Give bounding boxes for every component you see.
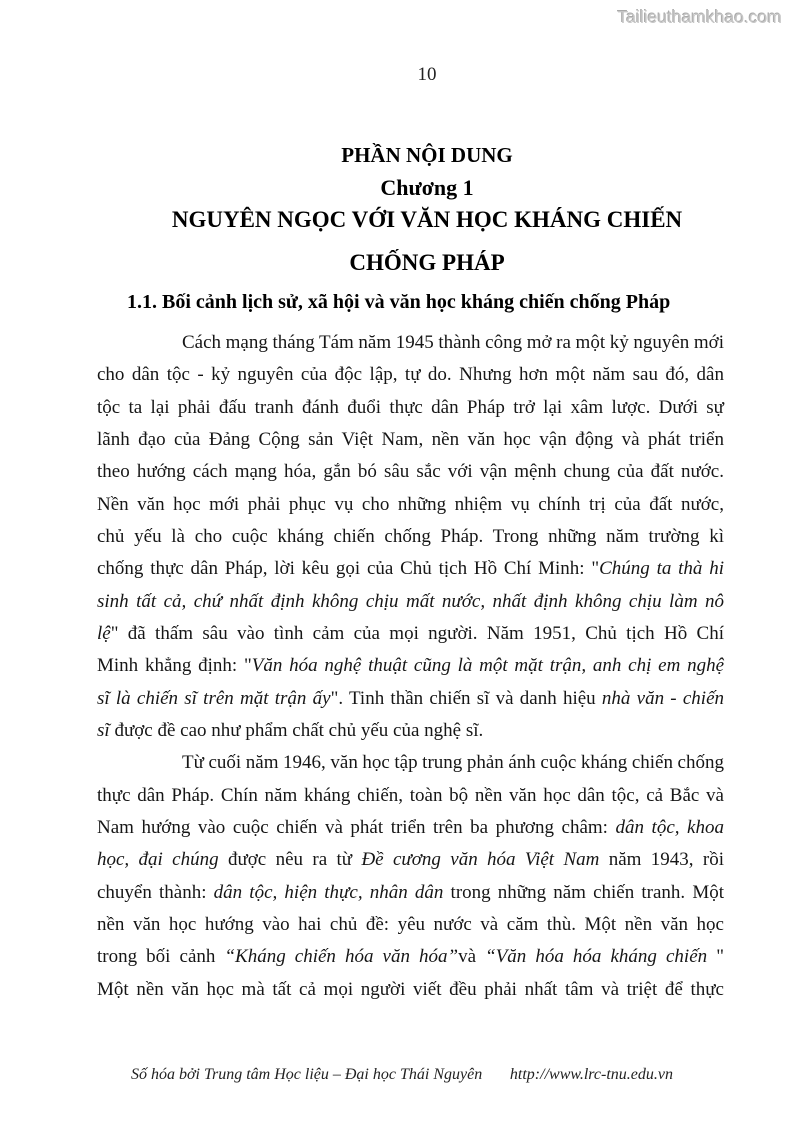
text-line: học, đại chúng được nêu ra từ Đề cương văn hóa Việt Nam năm 1943, rồi: [97, 849, 724, 871]
text-line: theo hướng cách mạng hóa, gắn bó sâu sắc với vận mệnh chung của đất nước.: [97, 461, 724, 483]
text-line: Cách mạng tháng Tám năm 1945 thành công mở ra một kỷ nguyên mới: [182, 332, 724, 353]
text-line: sinh tất cả, chứ nhất định không chịu mất nước, nhất định không chịu làm nô: [97, 590, 724, 612]
text-line: nền văn học hướng vào hai chủ đề: yêu nước và căm thù. Một nền văn học: [97, 913, 724, 935]
text-line: chống thực dân Pháp, lời kêu gọi của Chủ tịch Hồ Chí Minh: "Chúng ta thà hi: [97, 558, 725, 580]
text-line: Nam hướng vào cuộc chiến và phát triển trên ba phương châm: dân tộc, khoa: [97, 816, 724, 838]
text-line: chủ yếu là cho cuộc kháng chiến chống Pháp. Trong những năm trường kì: [97, 525, 724, 547]
text-line: sĩ được đề cao như phẩm chất chủ yếu của nghệ sĩ.: [97, 719, 484, 741]
text-line: cho dân tộc - kỷ nguyên của độc lập, tự do. Nhưng hơn một năm sau đó, dân: [97, 364, 724, 386]
chapter-title-line1: NGUYÊN NGỌC VỚI VĂN HỌC KHÁNG CHIẾN: [171, 207, 683, 232]
text-line: chuyển thành: dân tộc, hiện thực, nhân dân trong những năm chiến tranh. Một: [97, 881, 724, 903]
page-number: 10: [417, 64, 437, 85]
text-line: trong bối cảnh “Kháng chiến hóa văn hóa”và “Văn hóa hóa kháng chiến ": [97, 946, 724, 968]
body-text: [97, 327, 724, 1006]
chapter-title-line2: CHỐNG PHÁP: [349, 250, 505, 275]
text-line: Nền văn học mới phải phục vụ cho những nhiệm vụ chính trị của đất nước,: [97, 493, 724, 515]
text-line: Minh khẳng định: "Văn hóa nghệ thuật cũng là một mặt trận, anh chị em nghệ: [97, 655, 725, 677]
section-heading: 1.1. Bối cảnh lịch sử, xã hội và văn học kháng chiến chống Pháp: [127, 291, 671, 313]
text-line: lệ" đã thấm sâu vào tình cảm của mọi người. Năm 1951, Chủ tịch Hồ Chí: [97, 622, 724, 644]
chapter-heading: Chương 1: [380, 175, 474, 200]
part-heading: PHẦN NỘI DUNG: [341, 143, 513, 167]
footer-url: http://www.lrc-tnu.edu.vn: [509, 1066, 673, 1083]
footer-digitization-note: Số hóa bởi Trung tâm Học liệu – Đại học Thái Nguyên: [131, 1066, 483, 1083]
site-watermark: Tailieuthamkhao.com: [617, 7, 782, 27]
text-line: Một nền văn học mà tất cả mọi người viết đều phải nhất tâm và triệt để thực: [97, 978, 724, 1000]
text-line: lãnh đạo của Đảng Cộng sản Việt Nam, nền văn học vận động và phát triển: [97, 428, 724, 450]
text-line: tộc ta lại phải đấu tranh đánh đuổi thực dân Pháp trở lại xâm lược. Dưới sự: [97, 396, 724, 418]
text-line: thực dân Pháp. Chín năm kháng chiến, toàn bộ nền văn học dân tộc, cả Bắc và: [97, 784, 724, 806]
text-line: sĩ là chiến sĩ trên mặt trận ấy". Tinh thần chiến sĩ và danh hiệu nhà văn - chiến: [97, 687, 725, 709]
text-line: Từ cuối năm 1946, văn học tập trung phản ánh cuộc kháng chiến chống: [182, 752, 724, 774]
